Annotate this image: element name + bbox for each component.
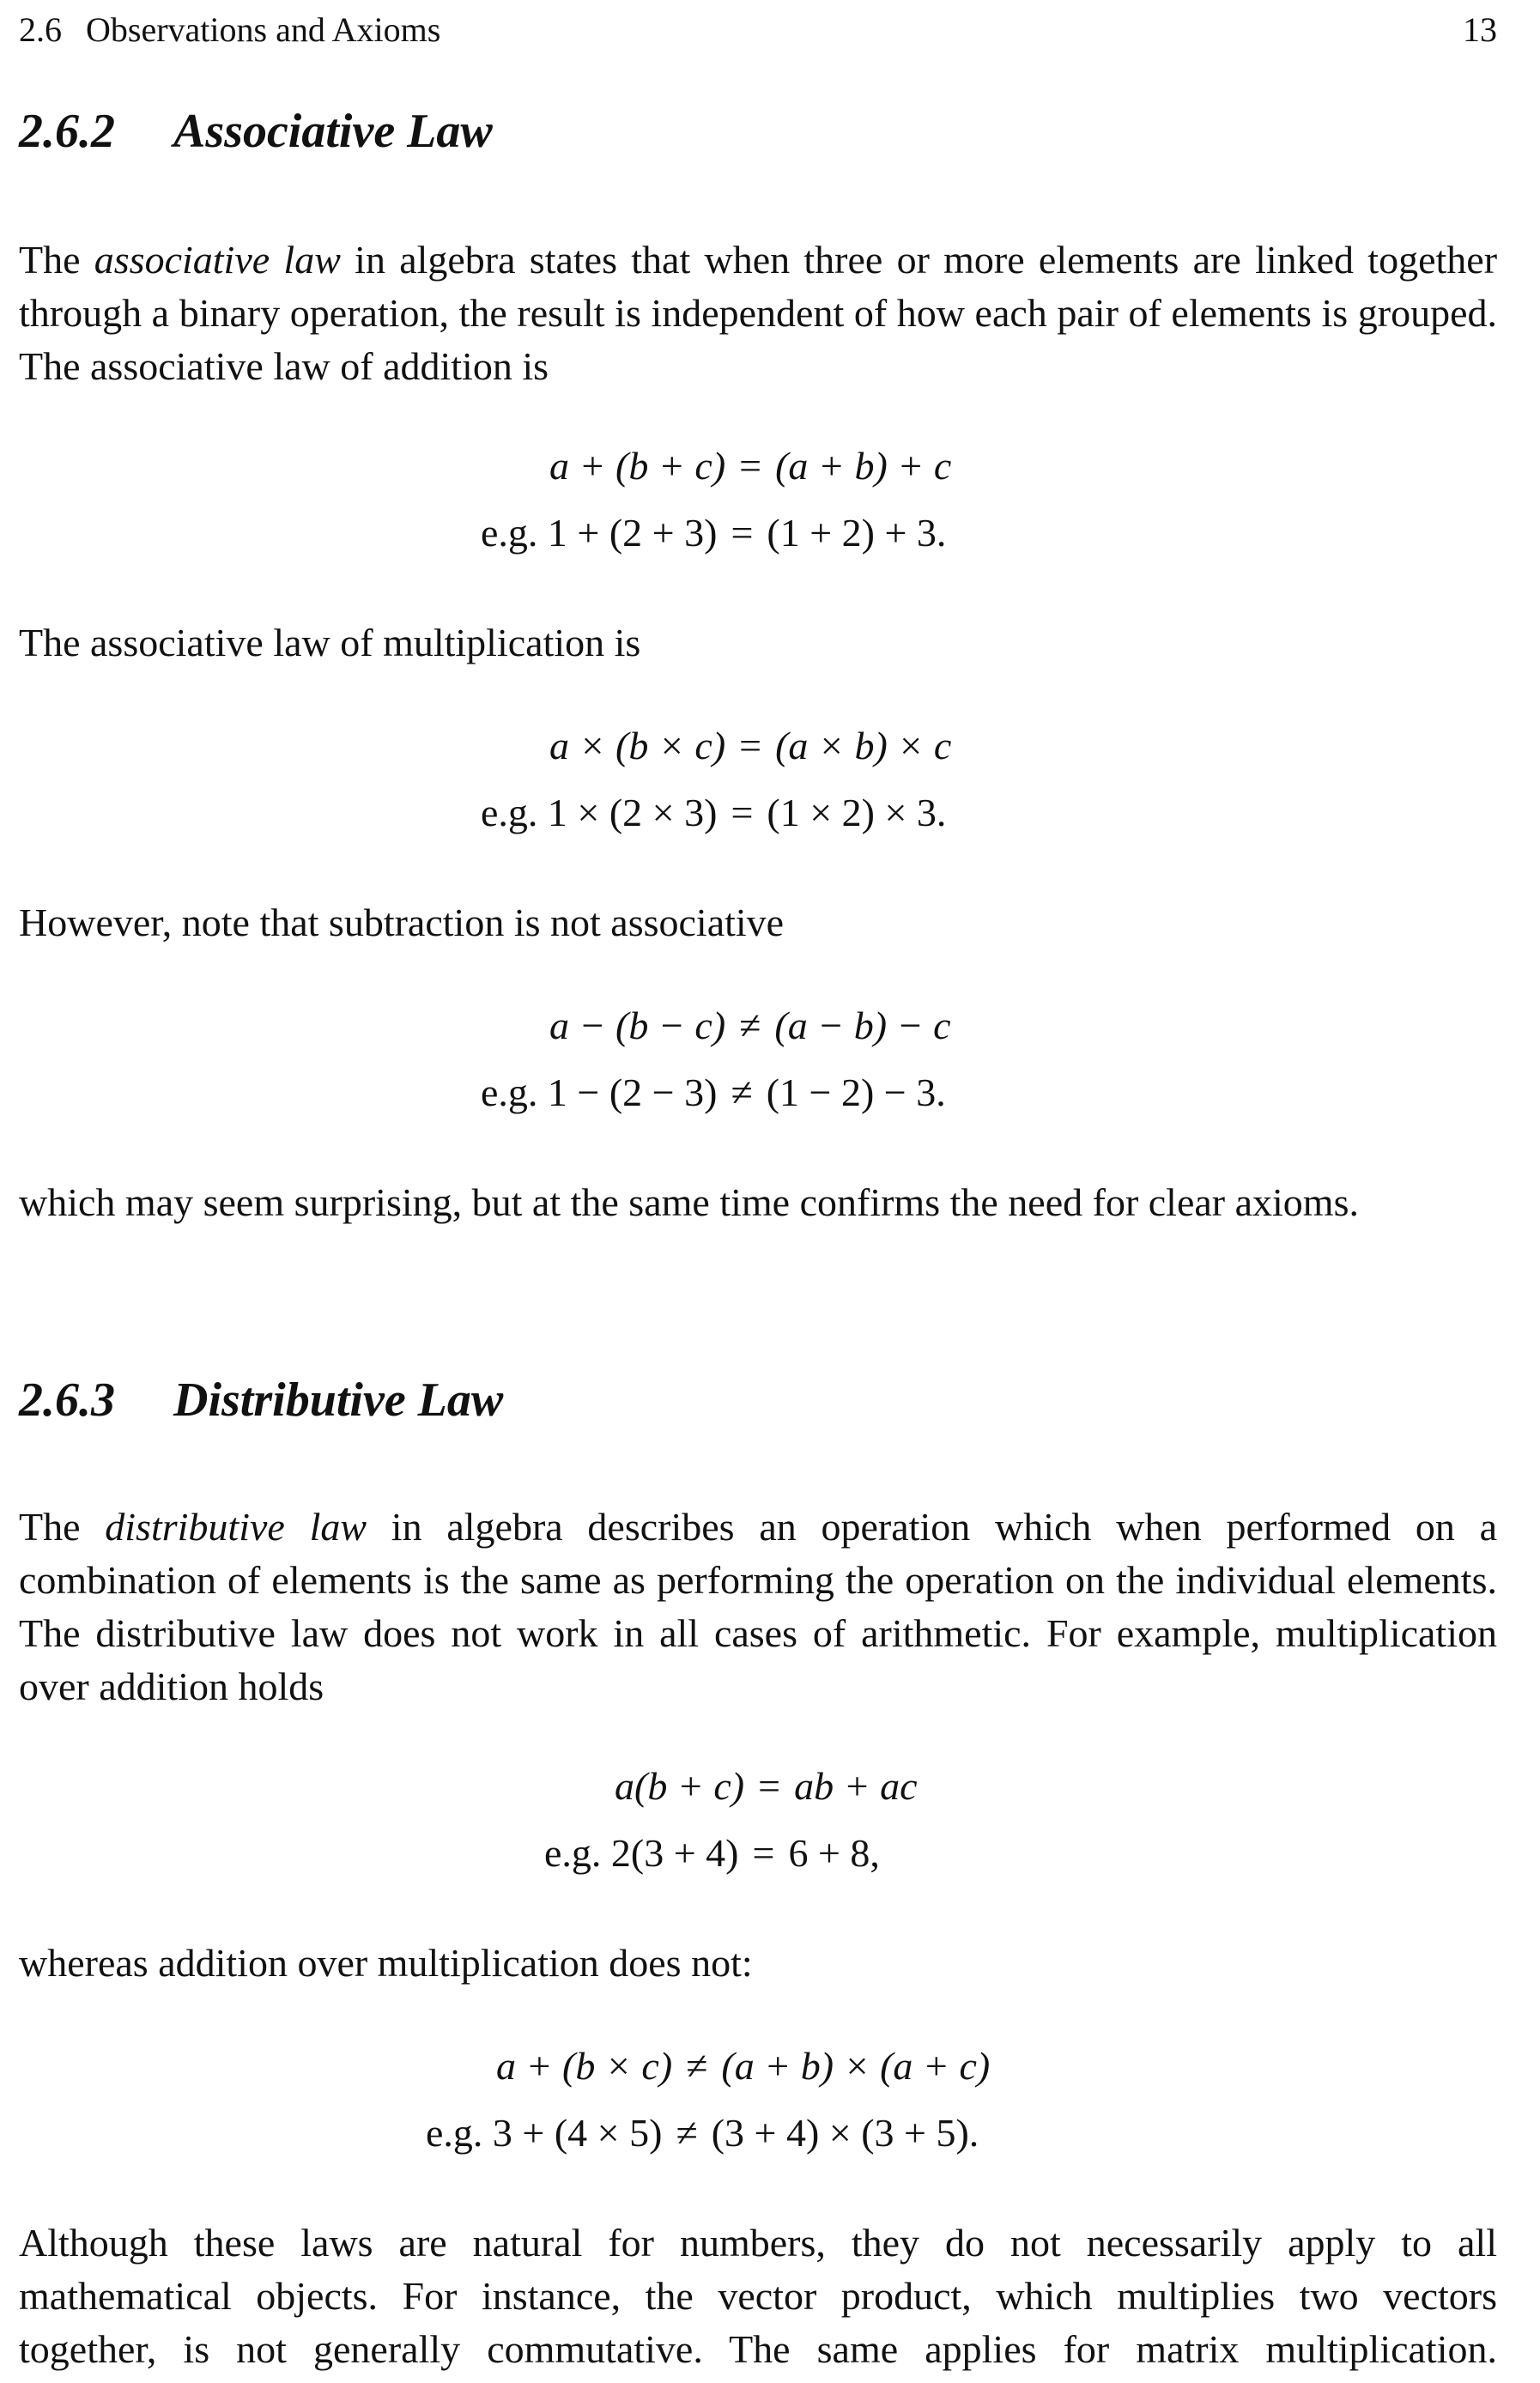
example-associative-addition [481, 510, 946, 555]
intro-text-pre: The [19, 1505, 106, 1549]
equation-associative-addition [549, 443, 951, 488]
intro-text-post: in algebra states that when three or more elements are linked together through a binary operation, the result is independent of how each pair of elements is grouped. The associative law of addition is [19, 238, 1498, 388]
example-relation: = [731, 791, 754, 834]
equation-lhs: a(b + c) [615, 1764, 745, 1808]
term-distributive-law: distributive law [105, 1505, 367, 1549]
page-number: 13 [1463, 10, 1497, 49]
equation-rhs: (a + b) × (a + c) [721, 2044, 991, 2088]
associative-closing-text: which may seem surprising, but at the same time confirms the need for clear axioms. [19, 1180, 1359, 1224]
example-prefix: e.g. [426, 2111, 493, 2155]
equation-associative-multiplication [549, 723, 951, 768]
distributive-intro-paragraph [19, 1501, 1497, 1713]
equation-rhs: (a − b) − c [774, 1004, 951, 1047]
equation-relation: = [739, 444, 762, 488]
equation-relation: = [758, 1764, 781, 1808]
running-head [19, 9, 1497, 52]
intro-text-post: in algebra describes an operation which when performed on a combination of elements is the same as performing the operation on the individual elements. The distributive law does not work in all cases of arithmetic. For example, multiplication over addition holds [19, 1505, 1498, 1708]
example-prefix: e.g. [481, 1070, 548, 1114]
equation-lhs: a − (b − c) [549, 1004, 726, 1047]
example-lhs: 1 × (2 × 3) [547, 791, 718, 834]
example-lhs: 3 + (4 × 5) [492, 2111, 663, 2155]
intro-text-pre: The [19, 238, 94, 282]
section-heading-associative-law [19, 101, 1497, 161]
running-head-section-title: Observations and Axioms [86, 10, 441, 49]
section-title: Distributive Law [173, 1373, 504, 1427]
example-rhs: (1 − 2) − 3. [766, 1070, 946, 1114]
equation-not-distributive [496, 2043, 990, 2089]
example-prefix: e.g. [544, 1831, 611, 1875]
equation-rhs: (a + b) + c [775, 444, 952, 488]
example-prefix: e.g. [481, 511, 548, 555]
equation-subtraction-not-associative [549, 1003, 951, 1048]
example-prefix: e.g. [481, 791, 548, 834]
example-relation: ≠ [731, 1070, 753, 1114]
equation-lhs: a + (b × c) [496, 2044, 673, 2088]
example-relation: = [731, 511, 754, 555]
equation-distributive [615, 1763, 918, 1809]
whereas-text: whereas addition over multiplication does not: [19, 1941, 753, 1985]
example-relation: ≠ [676, 2111, 698, 2155]
section-number: 2.6.3 [19, 1373, 115, 1427]
section-heading-distributive-law [19, 1370, 1497, 1430]
running-head-section-number: 2.6 [19, 10, 62, 49]
associative-intro-paragraph [19, 233, 1497, 393]
example-rhs: (1 × 2) × 3. [767, 791, 947, 834]
example-lhs: 1 + (2 + 3) [547, 511, 718, 555]
example-distributive [544, 1830, 880, 1876]
subtraction-intro-text: However, note that subtraction is not associative [19, 900, 785, 944]
example-lhs: 1 − (2 − 3) [547, 1070, 718, 1114]
example-rhs: 6 + 8, [788, 1831, 880, 1875]
example-not-distributive [426, 2110, 979, 2156]
equation-rhs: ab + ac [794, 1764, 918, 1808]
equation-lhs: a + (b + c) [549, 444, 726, 488]
example-subtraction-not-associative [481, 1070, 946, 1115]
equation-rhs: (a × b) × c [775, 724, 952, 767]
example-rhs: (1 + 2) + 3. [767, 511, 947, 555]
equation-lhs: a × (b × c) [549, 724, 726, 767]
equation-relation: ≠ [739, 1004, 761, 1047]
example-rhs: (3 + 4) × (3 + 5). [711, 2111, 979, 2155]
equation-relation: ≠ [686, 2044, 708, 2088]
multiplication-intro-text: The associative law of multiplication is [19, 621, 641, 664]
distributive-closing-paragraph: Although these laws are natural for numbers, they do not necessarily apply to all mathematical objects. For instance, the vector product, which multiplies two vectors together, is not generally commutative. The same applies for matrix multiplication. [19, 2221, 1497, 2371]
section-number: 2.6.2 [19, 105, 115, 158]
example-relation: = [752, 1831, 775, 1875]
term-associative-law: associative law [94, 238, 341, 282]
example-associative-multiplication [481, 790, 946, 835]
book-page [19, 0, 1497, 2383]
example-lhs: 2(3 + 4) [610, 1831, 739, 1875]
equation-relation: = [739, 724, 762, 767]
section-title: Associative Law [173, 105, 493, 158]
